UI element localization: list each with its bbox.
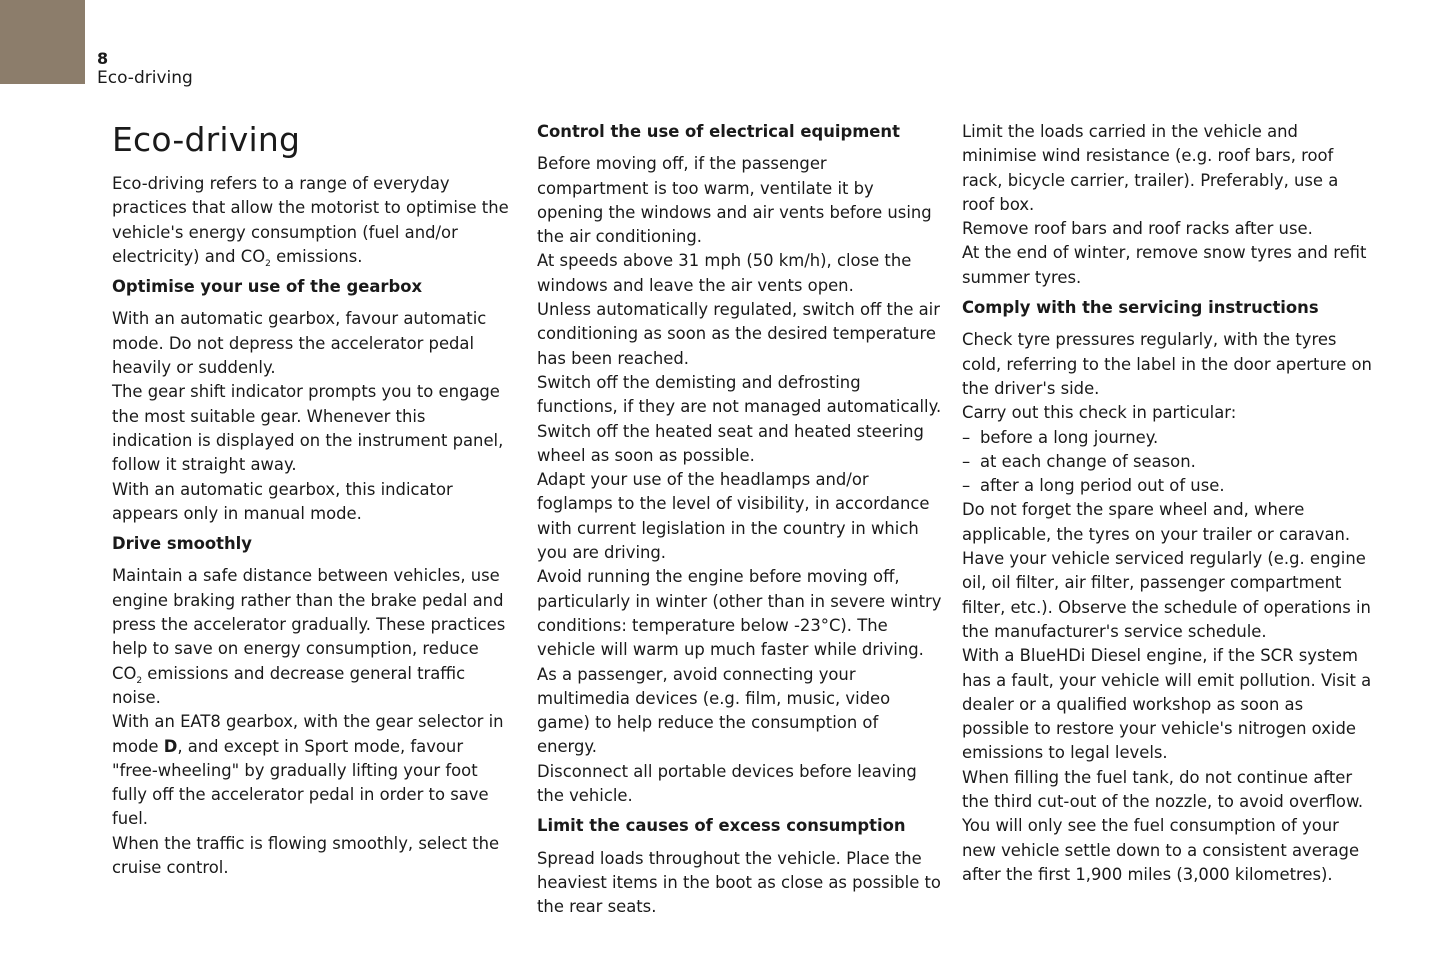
heading-electrical-equipment: Control the use of electrical equipment [537,122,900,141]
electrical-paragraph-3: Unless automatically regulated, switch off the air conditioning as soon as the desired temperature has been reached. [537,300,940,368]
list-item: – at each change of season. [962,451,1196,471]
smooth-paragraph-3: When the traffic is flowing smoothly, select the cruise control. [112,833,500,878]
excess-paragraph-1: Spread loads throughout the vehicle. Place the heaviest items in the boot as close as possible to the rear seats. [537,848,941,917]
servicing-paragraph-7: You will only see the fuel consumption of your new vehicle settle down to a consistent average after the first 1,900 miles (3,000 kilometres). [962,816,1360,884]
gearbox-paragraph-3: With an automatic gearbox, this indicator appears only in manual mode. [112,479,453,523]
loads-paragraph-1: Limit the loads carried in the vehicle and minimise wind resistance (e.g. roof bars, roof rack, bicycle carrier, trailer). Preferably, use a roof box. [962,122,1339,214]
electrical-paragraph-4: Switch off the demisting and defrosting functions, if they are not managed automatically. [537,372,942,417]
heading-gearbox: Optimise your use of the gearbox [112,277,423,297]
smooth-paragraph-2: With an EAT8 gearbox, with the gear selector in mode D, and except in Sport mode, favour "free-wheeling" by gradually lifting your foot fully off the accelerator pedal in order to save fuel. [112,712,504,829]
running-header-title: Eco-driving [97,68,193,88]
electrical-paragraph-1: Before moving off, if the passenger compartment is too warm, ventilate it by opening the windows and air vents before using the air conditioning. [537,154,932,247]
heading-excess-consumption: Limit the causes of excess consumption [537,816,906,836]
page-corner-tab [0,0,85,84]
page-number: 8 [97,49,109,68]
smooth-paragraph-1: Maintain a safe distance between vehicles, use engine braking rather than the brake pedal and press the accelerator gradually. These practices help to save on energy consumption, reduce $CO_2$ emissions and decrease general traffic noise. [112,566,506,707]
intro-paragraph: Eco-driving refers to a range of everyday practices that allow the motorist to optimise the vehicle's energy consumption (fuel and/or electricity) and $CO_2$ emissions. [112,174,509,269]
heading-servicing: Comply with the servicing instructions [962,298,1319,318]
servicing-paragraph-5: With a BlueHDi Diesel engine, if the SCR system has a fault, your vehicle will emit pollution. Visit a dealer or a qualified workshop as soon as possible to restore your vehicle's nitrogen oxide emissions to legal levels. [962,646,1372,763]
servicing-paragraph-1: Check tyre pressures regularly, with the tyres cold, referring to the label in the door aperture on the driver's side. [962,330,1372,398]
column-left [112,120,510,880]
list-item: – after a long period out of use. [962,476,1225,496]
gearbox-paragraph-2: The gear shift indicator prompts you to engage the most suitable gear. Whenever this indication is displayed on the instrument panel, follow it straight away. [112,382,504,475]
electrical-paragraph-5: Switch off the heated seat and heated steering wheel as soon as possible. [537,421,924,465]
servicing-paragraph-4: Have your vehicle serviced regularly (e.g. engine oil, oil filter, air filter, passenger compartment filter, etc.). Observe the schedule of operations in the manufacturer's service schedule. [962,549,1371,641]
loads-paragraph-3: At the end of winter, remove snow tyres and refit summer tyres. [962,243,1367,287]
electrical-paragraph-8: As a passenger, avoid connecting your multimedia devices (e.g. film, music, video game) to help reduce the consumption of energy. [537,664,891,757]
loads-paragraph-2: Remove roof bars and roof racks after use. [962,219,1313,239]
electrical-paragraph-6: Adapt your use of the headlamps and/or foglamps to the level of visibility, in accordance with current legislation in the country in which you are driving. [537,470,930,563]
gearbox-paragraph-1: With an automatic gearbox, favour automatic mode. Do not depress the accelerator pedal heavily or suddenly. [112,309,487,378]
servicing-paragraph-3: Do not forget the spare wheel and, where applicable, the tyres on your trailer or caravan. [962,500,1351,544]
list-item: – before a long journey. [962,427,1159,447]
electrical-paragraph-9: Disconnect all portable devices before leaving the vehicle. [537,761,917,806]
heading-drive-smoothly: Drive smoothly [112,534,252,554]
servicing-paragraph-2: Carry out this check in particular: [962,403,1237,423]
column-middle [537,120,942,920]
electrical-paragraph-7: Avoid running the engine before moving off, particularly in winter (other than in severe wintry conditions: temperature below -23°C). The vehicle will warm up much faster while driving. [537,567,942,660]
page-title: Eco-driving [112,120,301,159]
servicing-paragraph-6: When filling the fuel tank, do not continue after the third cut-out of the nozzle, to avoid overflow. [962,767,1364,812]
electrical-paragraph-2: At speeds above 31 mph (50 km/h), close the windows and leave the air vents open. [537,251,912,295]
column-right [962,120,1372,887]
